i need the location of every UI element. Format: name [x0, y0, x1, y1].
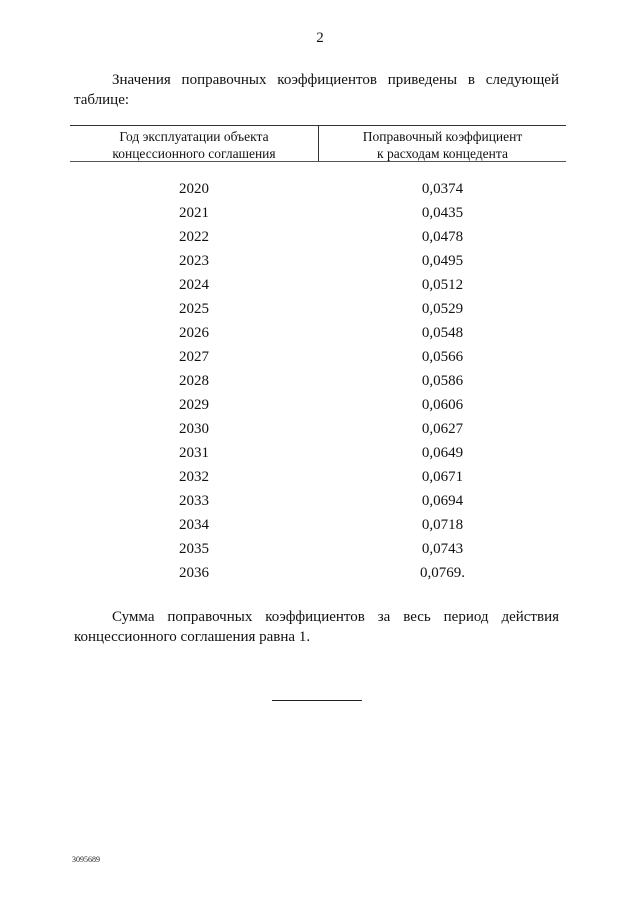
intro-line-2: таблице: — [74, 92, 130, 108]
table-cell-year: 2023 — [179, 253, 209, 269]
table-cell-coefficient: 0,0512 — [421, 277, 464, 293]
table-cell-year: 2027 — [179, 349, 209, 365]
table-cell-year: 2029 — [179, 397, 209, 413]
table-cell-year: 2028 — [179, 373, 209, 389]
table-cell-year: 2026 — [179, 325, 209, 341]
table-row — [70, 201, 566, 225]
table-body — [70, 177, 566, 585]
table-cell-year: 2022 — [179, 229, 209, 245]
table-header-year-line-2: концессионного соглашения — [112, 146, 276, 161]
table-cell-year: 2025 — [179, 301, 209, 317]
table-cell-coefficient: 0,0694 — [421, 493, 464, 509]
document-number: 3095689 — [72, 855, 100, 864]
table-row — [70, 441, 566, 465]
table-cell-year: 2031 — [179, 445, 209, 461]
table-cell-year: 2035 — [179, 541, 209, 557]
table-cell-coefficient: 0,0743 — [421, 541, 464, 557]
summary-line-1: Сумма поправочных коэффициентов за весь период действия — [112, 609, 559, 625]
table-cell-coefficient: 0,0718 — [421, 517, 464, 533]
intro-line-1: Значения поправочных коэффициентов приведены в следующей — [112, 72, 559, 88]
table-header-coefficient-line-1: Поправочный коэффициент — [362, 129, 523, 144]
table-cell-coefficient: 0,0548 — [421, 325, 464, 341]
table-cell-coefficient: 0,0529 — [421, 301, 464, 317]
end-of-document-rule — [272, 700, 362, 701]
table-cell-coefficient: 0,0649 — [421, 445, 464, 461]
table-row — [70, 561, 566, 585]
table-cell-year: 2020 — [179, 181, 209, 197]
table-row — [70, 225, 566, 249]
table-cell-coefficient: 0,0671 — [421, 469, 464, 485]
table-cell-year: 2030 — [179, 421, 209, 437]
table-cell-coefficient: 0,0627 — [421, 421, 464, 437]
table-row — [70, 465, 566, 489]
table-row — [70, 345, 566, 369]
table-cell-coefficient: 0,0586 — [421, 373, 464, 389]
table-cell-coefficient: 0,0606 — [421, 397, 464, 413]
table-cell-year: 2036 — [179, 565, 209, 581]
table-header-coefficient-line-2: к расходам концедента — [377, 146, 508, 161]
table-cell-year: 2034 — [179, 517, 209, 533]
intro-paragraph — [74, 70, 559, 110]
table-header-year-line-1: Год эксплуатации объекта — [119, 129, 269, 144]
table-row — [70, 537, 566, 561]
table-cell-year: 2032 — [179, 469, 209, 485]
table-cell-coefficient: 0,0478 — [421, 229, 464, 245]
table-cell-year: 2021 — [179, 205, 209, 221]
page-number: 2 — [316, 30, 324, 46]
table-row — [70, 177, 566, 201]
summary-line-2: концессионного соглашения равна 1. — [74, 629, 311, 645]
table-row — [70, 321, 566, 345]
table-cell-coefficient: 0,0495 — [421, 253, 464, 269]
table-header-year — [70, 128, 318, 162]
summary-paragraph — [74, 607, 559, 647]
table-row — [70, 393, 566, 417]
table-cell-coefficient: 0,0566 — [421, 349, 464, 365]
table-row — [70, 369, 566, 393]
table-row — [70, 513, 566, 537]
table-cell-coefficient: 0,0374 — [421, 181, 464, 197]
table-cell-year: 2033 — [179, 493, 209, 509]
table-row — [70, 417, 566, 441]
table-row — [70, 489, 566, 513]
table-header-coefficient — [319, 128, 566, 162]
table-cell-coefficient: 0,0769. — [420, 565, 465, 581]
table-row — [70, 273, 566, 297]
table-row — [70, 249, 566, 273]
table-cell-coefficient: 0,0435 — [421, 205, 464, 221]
table-cell-year: 2024 — [179, 277, 209, 293]
table-row — [70, 297, 566, 321]
